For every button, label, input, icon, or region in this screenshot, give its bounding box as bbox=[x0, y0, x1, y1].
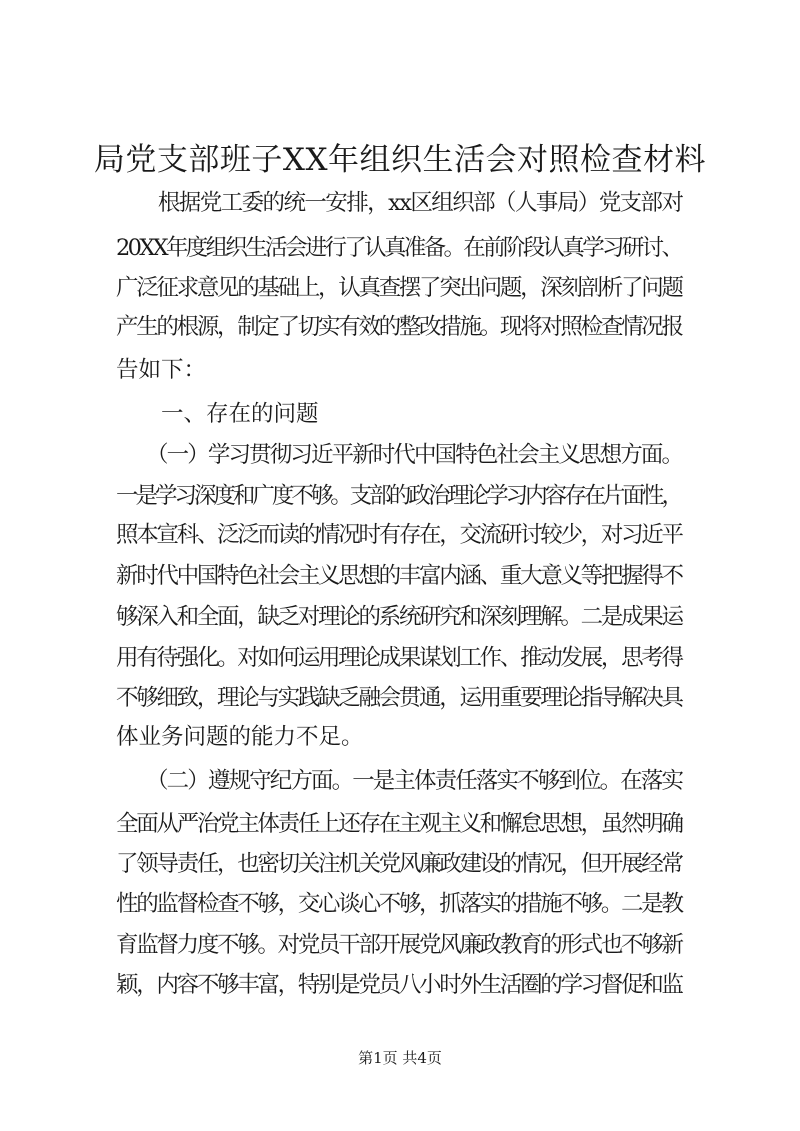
body-line: 一、存在的问题 bbox=[116, 401, 319, 427]
document-title: 局党支部班子XX年组织生活会对照检查材料 bbox=[93, 142, 707, 178]
body-line: 了领导责任，也密切关注机关党风廉政建设的情况，但开展经常 bbox=[116, 851, 682, 877]
body-line: 够深入和全面，缺乏对理论的系统研究和深刻理解。二是成果运 bbox=[116, 604, 682, 630]
body-line: 广泛征求意见的基础上，认真查摆了突出问题，深刻剖析了问题 bbox=[116, 275, 682, 301]
body-line: 全面从严治党主体责任上还存在主观主义和懈怠思想，虽然明确 bbox=[116, 811, 682, 837]
body-line: 20XX年度组织生活会进行了认真准备。在前阶段认真学习研讨、 bbox=[116, 235, 682, 261]
body-line: 告如下： bbox=[116, 357, 207, 383]
body-line: 育监督力度不够。对党员干部开展党风廉政教育的形式也不够新 bbox=[116, 932, 682, 958]
body-line: （一）学习贯彻习近平新时代中国特色社会主义思想方面。 bbox=[116, 442, 683, 468]
body-line: 一是学习深度和广度不够。支部的政治理论学习内容存在片面性， bbox=[116, 483, 681, 509]
body-line: 照本宣科、泛泛而读的情况时有存在，交流研讨较少，对习近平 bbox=[116, 522, 682, 548]
body-line: 性的监督检查不够，交心谈心不够，抓落实的措施不够。二是教 bbox=[116, 891, 682, 917]
body-line: 颖，内容不够丰富，特别是党员八小时外生活圈的学习督促和监 bbox=[116, 972, 682, 998]
body-line: 体业务问题的能力不足。 bbox=[116, 724, 364, 750]
body-line: 不够细致，理论与实践缺乏融会贯通，运用重要理论指导解决具 bbox=[116, 685, 682, 711]
body-line: 新时代中国特色社会主义思想的丰富内涵、重大意义等把握得不 bbox=[116, 563, 682, 589]
body-line: （二）遵规守纪方面。一是主体责任落实不够到位。在落实 bbox=[116, 768, 683, 794]
body-line: 产生的根源，制定了切实有效的整改措施。现将对照检查情况报 bbox=[116, 314, 682, 340]
body-line: 根据党工委的统一安排，xx区组织部（人事局）党支部对 bbox=[116, 190, 683, 216]
page-footer: 第1页 共4页 bbox=[358, 1049, 442, 1067]
body-line: 用有待强化。对如何运用理论成果谋划工作、推动发展，思考得 bbox=[116, 645, 682, 671]
